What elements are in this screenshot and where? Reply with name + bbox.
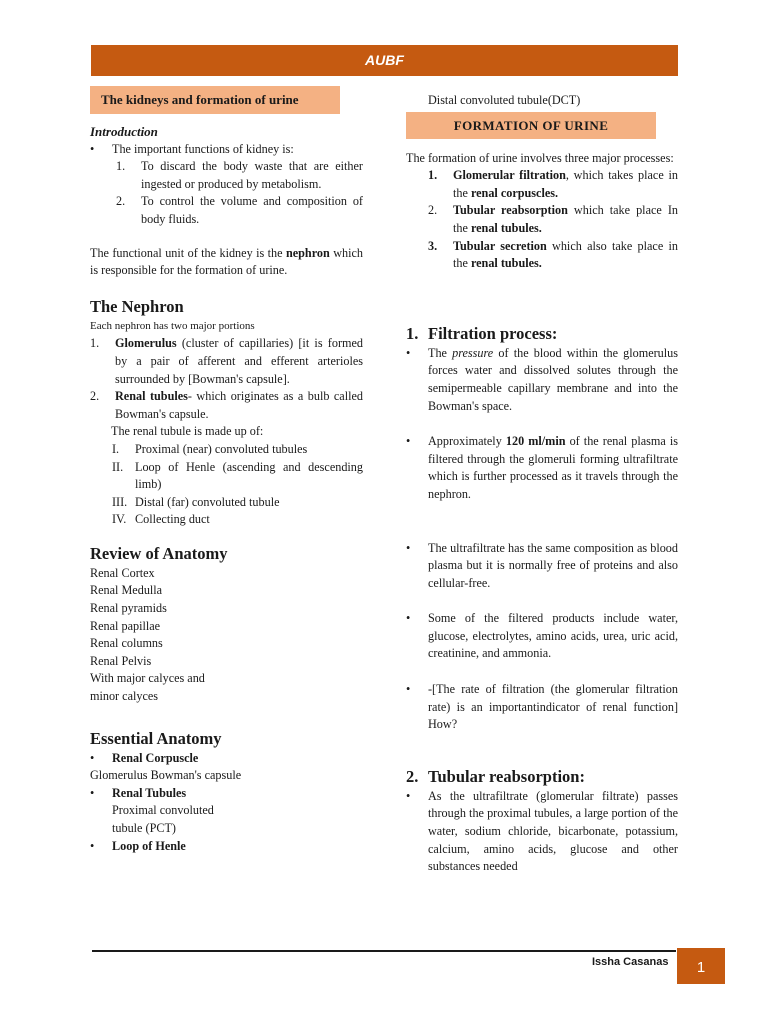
list-item: 1. Glomerular filtration, which takes place in the renal corpuscles.: [428, 168, 678, 200]
nephron-subtitle: Each nephron has two major portions: [90, 319, 255, 332]
list-item: • Renal Tubules: [90, 785, 363, 803]
list-item: II. Loop of Henle (ascending and descending limb): [112, 459, 363, 492]
list-item: • The ultrafiltrate has the same composition as blood plasma but it is normally free of proteins and also cellular-free.: [406, 540, 678, 593]
list-item: • The pressure of the blood within the glomerulus forces water and dissolved solutes through the semipermeable capillary membrane and into the Bowman's space.: [406, 345, 678, 415]
page-number: 1: [677, 948, 725, 984]
list-item: • Approximately 120 ml/min of the renal plasma is filtered through the glomeruli forming ultrafiltrate which is further processed as it travels through the nephron.: [406, 433, 678, 503]
filtration-heading: 1. Filtration process:: [406, 323, 558, 343]
bullet-icon: •: [90, 141, 95, 156]
list-item: 3. Tubular secretion which also take place in the renal tubules.: [428, 238, 678, 271]
reabsorption-heading: 2. Tubular reabsorption:: [406, 766, 585, 786]
intro-bullet: • The important functions of kidney is:: [90, 141, 363, 159]
list-item: Renal Medulla: [90, 583, 163, 598]
bullet-icon: •: [406, 611, 411, 626]
tubules-text: tubule (PCT): [112, 821, 176, 835]
list-item: 1. To discard the body waste that are either ingested or produced by metabolism.: [116, 159, 363, 191]
list-item: 2. Tubular reabsorption which take place In the renal tubules.: [428, 203, 678, 235]
bullet-icon: •: [406, 682, 411, 697]
list-item: 2. Renal tubules- which originates as a bulb called Bowman's capsule.: [90, 389, 363, 421]
list-item: Renal columns: [90, 636, 163, 651]
corpuscle-text: Glomerulus Bowman's capsule: [90, 768, 242, 783]
dct-text: Distal convoluted tubule(DCT): [428, 93, 581, 107]
bullet-icon: •: [406, 788, 411, 803]
introduction-heading: Introduction: [90, 124, 158, 139]
header-title: AUBF: [365, 52, 404, 68]
footer-author: Issha Casanas: [592, 956, 669, 968]
formation-intro: The formation of urine involves three major processes:: [406, 150, 674, 165]
intro-list: [116, 158, 363, 228]
footer-divider: [92, 950, 676, 952]
list-item: Renal Pelvis: [90, 653, 152, 668]
formation-title: FORMATION OF URINE: [406, 112, 656, 139]
list-item: • As the ultrafiltrate (glomerular filtrate) passes through the proximal tubules, a large portion of the water, sodium chloride, bicarbonate, potassium, calcium, amino acids, glucose and other substances needed: [406, 788, 678, 876]
list-item: • -[The rate of filtration (the glomerular filtration rate) is an importantindicator of renal function] How?: [406, 681, 678, 734]
functional-unit-paragraph: The functional unit of the kidney is the nephron which is responsible for the formation of urine.: [90, 245, 363, 278]
bullet-icon: •: [90, 785, 95, 800]
list-item: minor calyces: [90, 689, 159, 704]
header-bar: [91, 45, 678, 76]
list-item: 2. To control the volume and composition of body fluids.: [116, 194, 363, 226]
list-item: • Renal Corpuscle: [90, 750, 363, 768]
nephron-heading: The Nephron: [90, 296, 184, 316]
tubules-text: Proximal convoluted: [112, 803, 214, 818]
document-title: The kidneys and formation of urine: [90, 86, 340, 114]
bullet-icon: •: [406, 540, 411, 555]
essential-anatomy-heading: Essential Anatomy: [90, 728, 222, 748]
list-item: Renal papillae: [90, 618, 161, 633]
list-item: • Loop of Henle: [90, 838, 363, 856]
list-item: • Some of the filtered products include water, glucose, electrolytes, amino acids, urea, uric acid, creatinine, and ammonia.: [406, 610, 678, 663]
list-item: IV. Collecting duct: [112, 512, 210, 527]
review-list: [90, 565, 363, 706]
bullet-icon: •: [90, 838, 95, 853]
list-item: With major calyces and: [90, 671, 205, 686]
list-item: I. Proximal (near) convoluted tubules: [112, 441, 308, 456]
list-item: III. Distal (far) convoluted tubule: [112, 494, 280, 509]
list-item: Renal pyramids: [90, 601, 167, 616]
bullet-icon: •: [406, 434, 411, 449]
tubule-intro: The renal tubule is made up of:: [111, 424, 264, 439]
left-column: [90, 86, 363, 855]
list-item: 1. Glomerulus (cluster of capillaries) [it is formed by a pair of afferent and efferent arterioles surrounded by [Bowman's capsule].: [90, 336, 363, 386]
bullet-icon: •: [406, 345, 411, 360]
review-anatomy-heading: Review of Anatomy: [90, 543, 228, 563]
list-item: Renal Cortex: [90, 565, 155, 580]
bullet-icon: •: [90, 750, 95, 765]
right-column: [406, 92, 678, 876]
